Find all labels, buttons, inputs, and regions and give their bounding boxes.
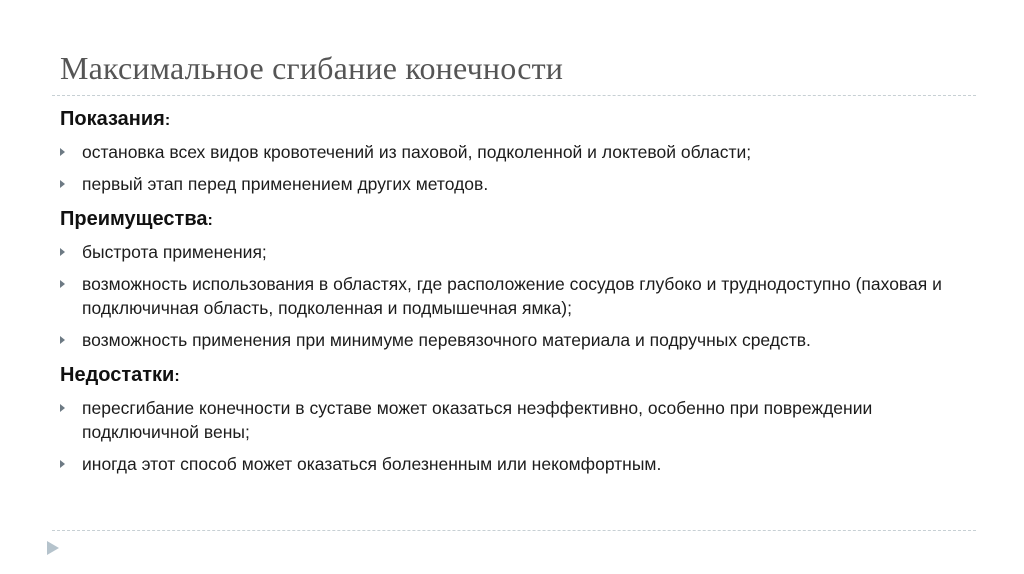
bullet-triangle-icon	[60, 280, 65, 288]
list-item-text: остановка всех видов кровотечений из паховой, подколенной и локтевой области;	[82, 142, 752, 162]
list-item-text: первый этап перед применением других методов.	[82, 174, 489, 194]
list-item	[60, 172, 980, 196]
advantages-list	[60, 240, 980, 352]
footer-divider	[52, 530, 976, 531]
section-heading-colon: :	[164, 112, 171, 129]
section-heading-colon: :	[174, 368, 180, 385]
slide-content	[60, 102, 980, 484]
list-item	[60, 452, 980, 476]
list-item	[60, 240, 980, 264]
list-item-text: возможность применения при минимуме перевязочного материала и подручных средств.	[82, 330, 811, 350]
bullet-triangle-icon	[60, 460, 65, 468]
slide-title: Максимальное сгибание конечности	[60, 50, 564, 86]
list-item	[60, 328, 980, 352]
bullet-triangle-icon	[60, 404, 65, 412]
indications-list	[60, 140, 980, 196]
section-heading-text: Преимущества	[60, 208, 208, 230]
section-heading-indications	[60, 104, 980, 136]
section-heading-text: Недостатки	[60, 364, 175, 386]
list-item	[60, 272, 980, 320]
list-item-text: возможность использования в областях, где расположение сосудов глубоко и труднодоступно (паховая и подключичная область, подколенная и подмышечная ямка);	[82, 274, 942, 318]
bullet-triangle-icon	[60, 336, 65, 344]
list-item-text: пересгибание конечности в суставе может оказаться неэффективно, особенно при повреждении подключичной вены;	[82, 398, 873, 442]
disadvantages-list	[60, 396, 980, 476]
list-item-text: быстрота применения;	[82, 242, 267, 262]
bullet-triangle-icon	[60, 148, 65, 156]
section-heading-disadvantages	[60, 360, 980, 392]
title-divider	[52, 95, 976, 96]
bullet-triangle-icon	[60, 180, 65, 188]
list-item-text: иногда этот способ может оказаться болезненным или некомфортным.	[82, 454, 662, 474]
next-slide-arrow-icon[interactable]	[47, 541, 59, 555]
list-item	[60, 396, 980, 444]
bullet-triangle-icon	[60, 248, 65, 256]
section-heading-text: Показания	[60, 108, 165, 130]
section-heading-advantages	[60, 204, 980, 236]
list-item	[60, 140, 980, 164]
section-heading-colon: :	[207, 212, 213, 229]
